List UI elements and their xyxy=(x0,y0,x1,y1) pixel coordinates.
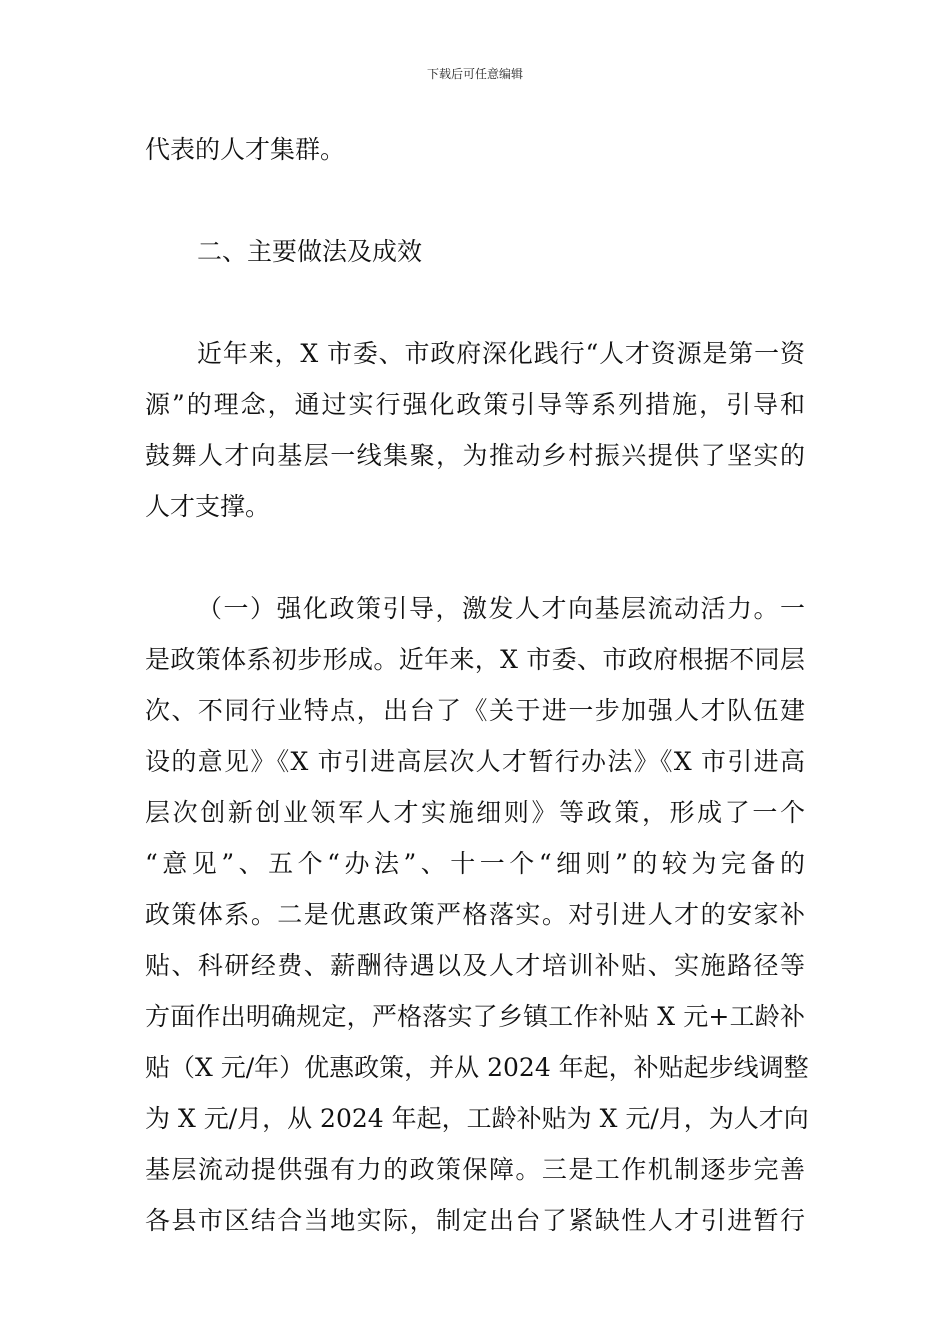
paragraph-line: 政策体系。二是优惠政策严格落实。对引进人才的安家补 xyxy=(145,900,805,929)
paragraph-line: 源”的理念，通过实行强化政策引导等系列措施，引导和 xyxy=(145,390,805,419)
paragraph-line: 是政策体系初步形成。近年来，X 市委、市政府根据不同层 xyxy=(145,645,805,674)
paragraph-line: 设的意见》《X 市引进高层次人才暂行办法》《X 市引进高 xyxy=(145,747,805,776)
paragraph-line: 次、不同行业特点，出台了《关于进一步加强人才队伍建 xyxy=(145,696,805,725)
section-heading: 二、主要做法及成效 xyxy=(197,237,423,266)
page-header: 下载后可任意编辑 xyxy=(426,67,523,81)
paragraph-line: 人才支撑。 xyxy=(145,492,271,521)
document-body xyxy=(145,124,809,1246)
paragraph-line: 方面作出明确规定，严格落实了乡镇工作补贴 X 元+工龄补 xyxy=(145,1002,805,1031)
paragraph-line: 代表的人才集群。 xyxy=(145,135,346,164)
paragraph-line: 鼓舞人才向基层一线集聚，为推动乡村振兴提供了坚实的 xyxy=(145,441,805,470)
paragraph-gap xyxy=(145,175,805,226)
paragraph-gap xyxy=(145,277,805,328)
paragraph-line: 各县市区结合当地实际，制定出台了紧缺性人才引进暂行 xyxy=(145,1206,805,1235)
paragraph-line: 基层流动提供强有力的政策保障。三是工作机制逐步完善 xyxy=(145,1155,805,1184)
paragraph-line: 贴、科研经费、薪酬待遇以及人才培训补贴、实施路径等 xyxy=(145,951,805,980)
paragraph-line: 贴（X 元/年）优惠政策，并从 2024 年起，补贴起步线调整 xyxy=(145,1053,809,1082)
paragraph-gap xyxy=(145,532,805,583)
paragraph-line: 层次创新创业领军人才实施细则》等政策，形成了一个 xyxy=(145,798,805,827)
paragraph-line: （一）强化政策引导，激发人才向基层流动活力。一 xyxy=(197,594,805,623)
paragraph-line: “意见”、五个“办法”、十一个“细则”的较为完备的 xyxy=(145,849,805,878)
paragraph-line: 近年来，X 市委、市政府深化践行“人才资源是第一资 xyxy=(197,339,805,368)
paragraph-line: 为 X 元/月，从 2024 年起，工龄补贴为 X 元/月，为人才向 xyxy=(145,1104,809,1133)
